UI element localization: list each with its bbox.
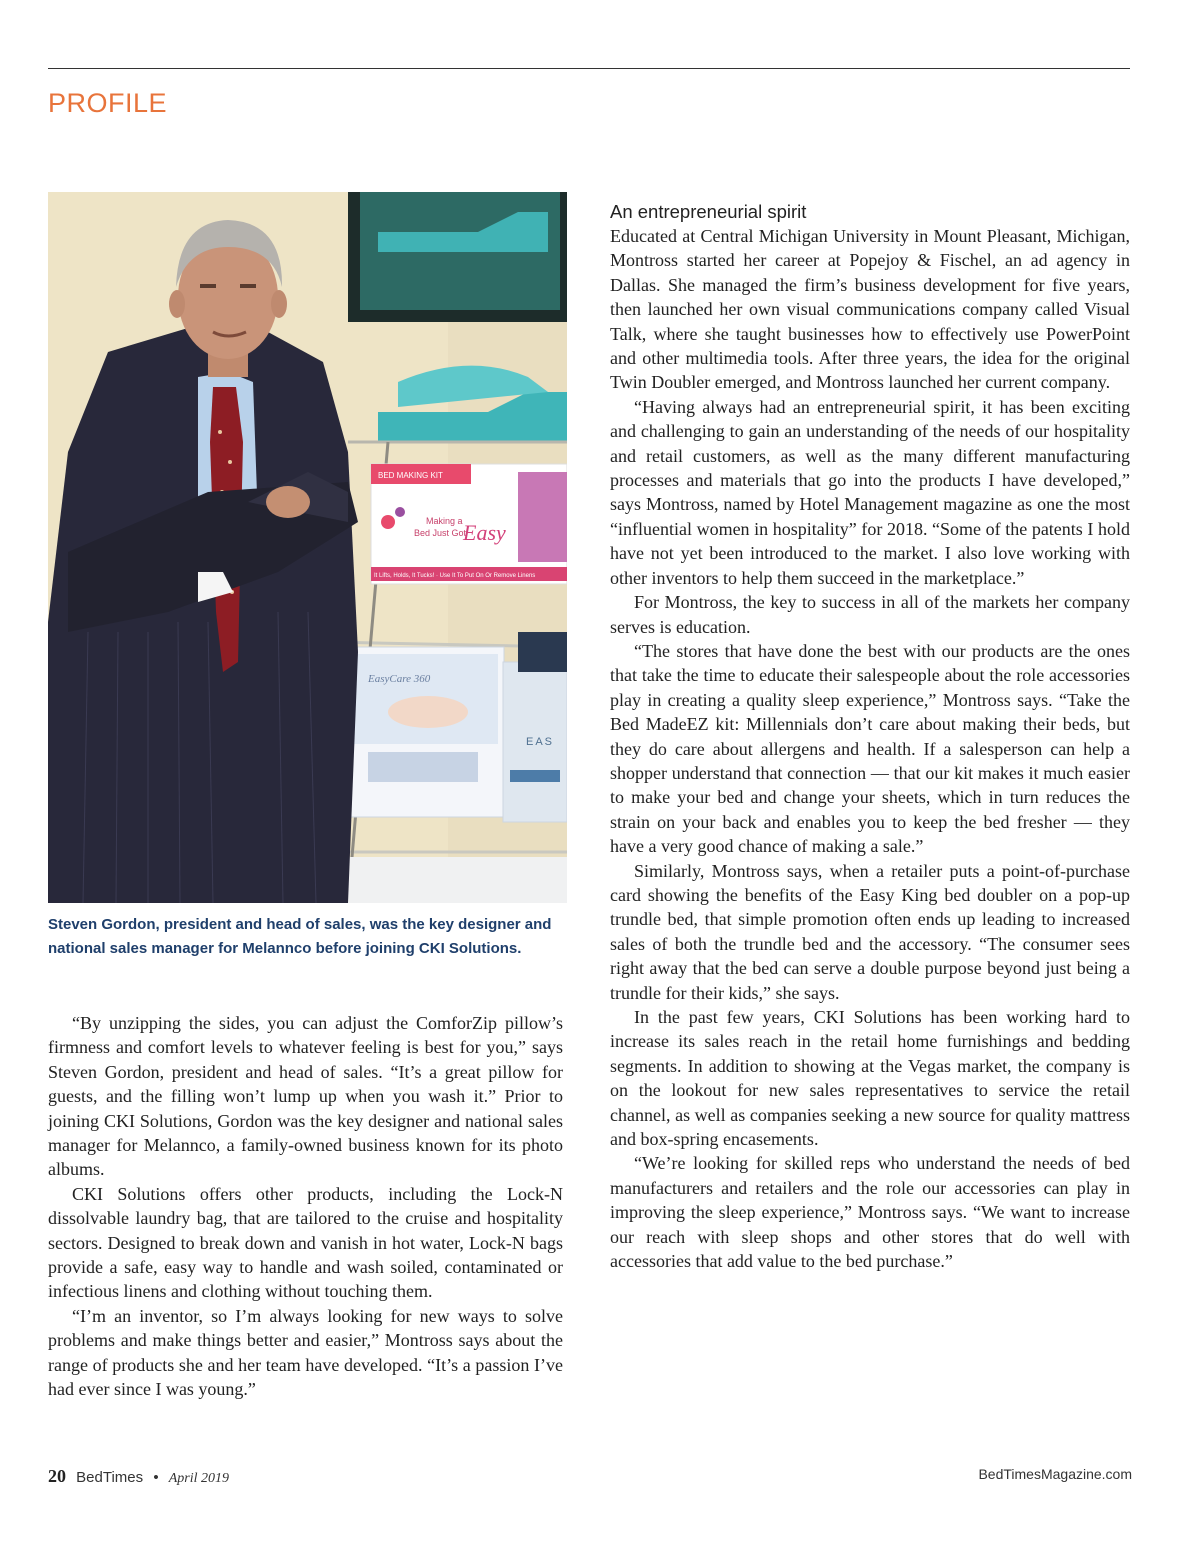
package-easycare-text: EasyCare 360 [368,673,431,685]
body-paragraph: Similarly, Montross says, when a retailer puts a point-of-purchase card showing the benefits of the Easy King bed doubler on a pop-up trundle bed, that simple promotion often ends up leading to increased sales of both the trundle bed and the accessory. “The consumer sees right away that the bed can serve a double purpose beyond just being a trundle for their kids,” she says. [610,860,1130,1003]
photo-caption: Steven Gordon, president and head of sales, was the key designer and national sales manager for Melannco before joining CKI Solutions. [48,916,552,957]
body-paragraph: “Having always had an entrepreneurial spirit, it has been exciting and challenging to gain an understanding of the needs of our hospitality and retail customers, as well as the many different manufacturing processes and materials that go into the products I have developed,” says Montross, named by Hotel Management magazine as one the most “influential women in hospitality” for 2018. “Some of the patents I hold have not yet been introduced to the market. I also love working with other inventors to help them succeed in the marketplace.” [610,396,1130,588]
section-label: PROFILE [48,88,168,118]
body-paragraph: For Montross, the key to success in all of the markets her company serves is education. [610,592,1130,637]
website-url: BedTimesMagazine.com [978,1466,1132,1482]
profile-photo [48,192,567,903]
body-paragraph: CKI Solutions offers other products, including the Lock-N dissolvable laundry bag, that are tailored to the cruise and hospitality sectors. Designed to break down and vanish in hot water, Lock-N bags provide a safe, easy way to handle and wash soiled, contaminated or infectious linens and clothing without touching them. [48,1183,563,1302]
magazine-name: BedTimes [76,1469,144,1486]
package-bottom-text: It Lifts, Holds, It Tucks! · Use It To Put On Or Remove Linens [374,573,536,579]
package-eas-text: EAS [526,736,555,748]
body-paragraph: Educated at Central Michigan University in Mount Pleasant, Michigan, Montross started her career at Popejoy & Fischel, an ad agency in Dallas. She managed the firm’s business development for five years, then launched her own visual communications company called Visual Talk, where she taught businesses how to effectively use PowerPoint and other multimedia tools. After three years, the idea for the original Twin Doubler emerged, and Montross launched her current company. [610,226,1130,393]
package-easy-text: Easy [463,520,506,545]
section-subhead: An entrepreneurial spirit [610,201,807,222]
footer-separator: • [153,1469,159,1486]
body-paragraph: “I’m an inventor, so I’m always looking for new ways to solve problems and make things better and easier,” Montross says about the range of products she and her team have developed. “It’s a passion I’ve had ever since I was young.” [48,1305,563,1400]
body-paragraph: “By unzipping the sides, you can adjust the ComforZip pillow’s firmness and comfort levels to whatever feeling is best for you,” says Steven Gordon, president and head of sales. “It’s a great pillow for guests, and the filling won’t lump up when you wash it.” Prior to joining CKI Solutions, Gordon was the key designer and national sales manager for Melannco, a family-owned business known for its photo albums. [48,1013,563,1180]
issue-date: April 2019 [168,1471,230,1486]
left-column [48,1011,563,1402]
package-line2: Bed Just Got [414,528,467,538]
header-rule [48,68,1130,69]
right-column [610,200,1130,1273]
package-line1: Making a [426,516,463,526]
body-paragraph: In the past few years, CKI Solutions has been working hard to increase its sales reach in the retail home furnishings and bedding segments. In addition to showing at the Vegas market, the company is on the lookout for new sales representatives to service the retail channel, as well as companies seeking a new source for quality mattress and box-spring encasements. [610,1007,1130,1150]
body-paragraph: “We’re looking for skilled reps who understand the needs of bed manufacturers and retailers and the role our accessories can play in improving the sleep experience,” Montross says. “We want to increase our reach with sleep shops and other stores that do well with accessories that add value to the bed purchase.” [610,1153,1130,1272]
body-paragraph: “The stores that have done the best with our products are the ones that take the time to educate their salespeople about the role accessories play in creating a quality sleep experience,” Montross says. “Take the Bed MadeEZ kit: Millennials don’t care about making their beds, but they do care about allergens and health. If a salesperson can help a shopper understand that connection — that our kit makes it much easier to make your bed and change your sheets, which in turn reduces the strain on your back and enables you to keep the bed fresher — they have a very good chance of making a sale.” [610,640,1130,857]
page-number: 20 [48,1466,66,1486]
package-top-text: BED MAKING KIT [378,471,443,480]
footer-left [48,1466,229,1487]
